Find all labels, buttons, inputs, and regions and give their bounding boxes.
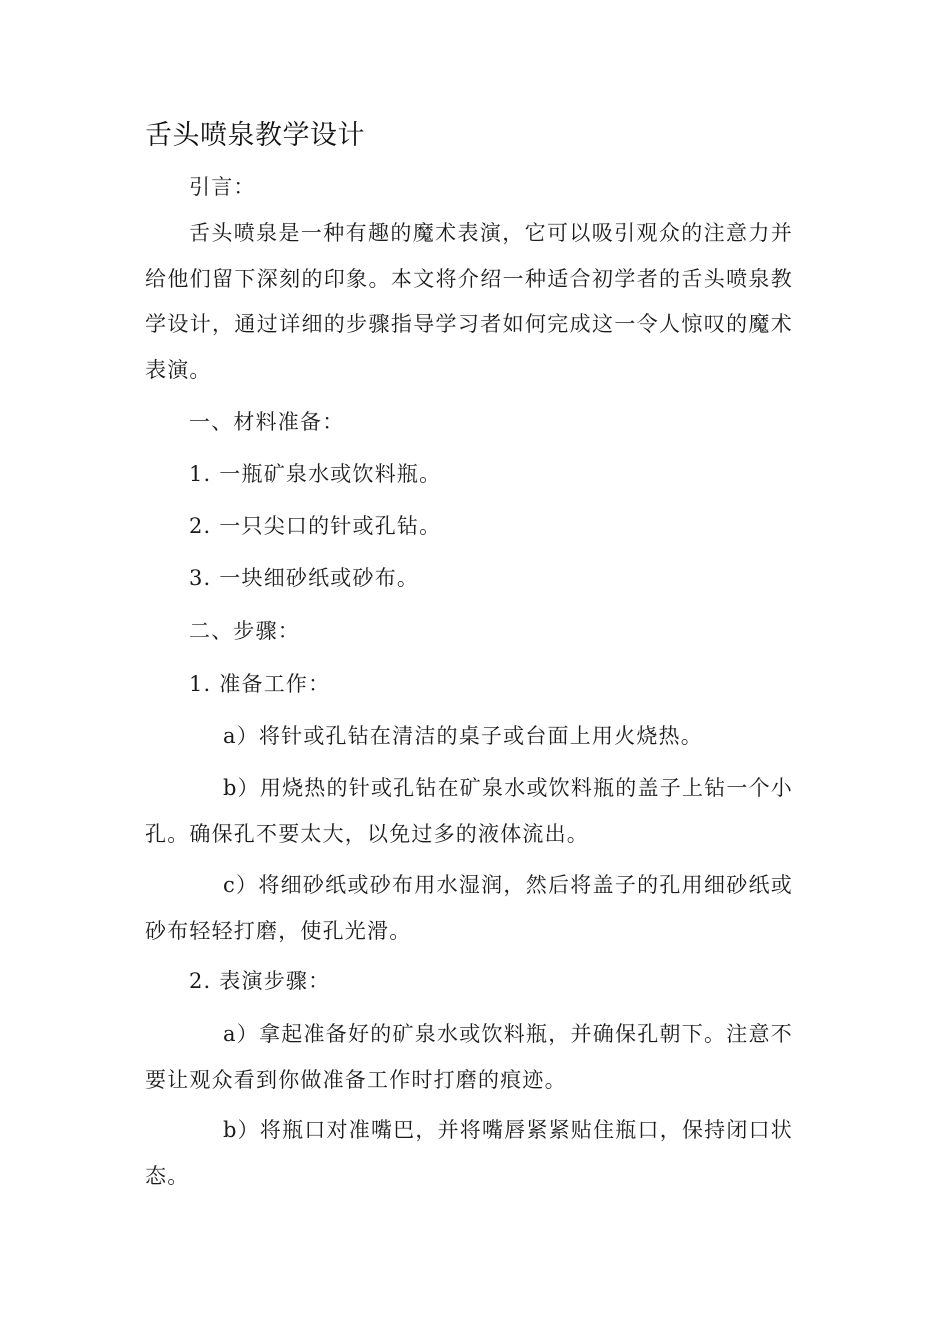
materials-item: 1. 一瓶矿泉水或饮料瓶。 xyxy=(189,462,442,486)
materials-item: 2. 一只尖口的针或孔钻。 xyxy=(189,514,442,538)
prep-step: b）用烧热的针或孔钻在矿泉水或饮料瓶的盖子上钻一个小孔。确保孔不要太大，以免过多的液体流出。 xyxy=(145,776,793,846)
materials-heading: 一、材料准备： xyxy=(189,410,345,434)
perform-step: b）将瓶口对准嘴巴，并将嘴唇紧紧贴住瓶口，保持闭口状态。 xyxy=(145,1118,793,1188)
intro-paragraph: 舌头喷泉是一种有趣的魔术表演，它可以吸引观众的注意力并给他们留下深刻的印象。本文将介绍一种适合初学者的舌头喷泉教学设计，通过详细的步骤指导学习者如何完成这一令人惊叹的魔术表演。 xyxy=(145,221,793,382)
prep-step: a）将针或孔钻在清洁的桌子或台面上用火烧热。 xyxy=(223,724,703,748)
page-title: 舌头喷泉教学设计 xyxy=(145,120,365,151)
steps-heading: 二、步骤： xyxy=(189,619,300,643)
intro-heading: 引言： xyxy=(189,175,256,199)
materials-item: 3. 一块细砂纸或砂布。 xyxy=(189,566,420,590)
perform-heading: 2. 表演步骤： xyxy=(189,969,331,993)
prep-step: c）将细砂纸或砂布用水湿润，然后将盖子的孔用细砂纸或砂布轻轻打磨，使孔光滑。 xyxy=(145,873,793,943)
perform-step: a）拿起准备好的矿泉水或饮料瓶，并确保孔朝下。注意不要让观众看到你做准备工作时打磨的痕迹。 xyxy=(145,1022,793,1092)
prep-heading: 1. 准备工作： xyxy=(189,672,331,696)
